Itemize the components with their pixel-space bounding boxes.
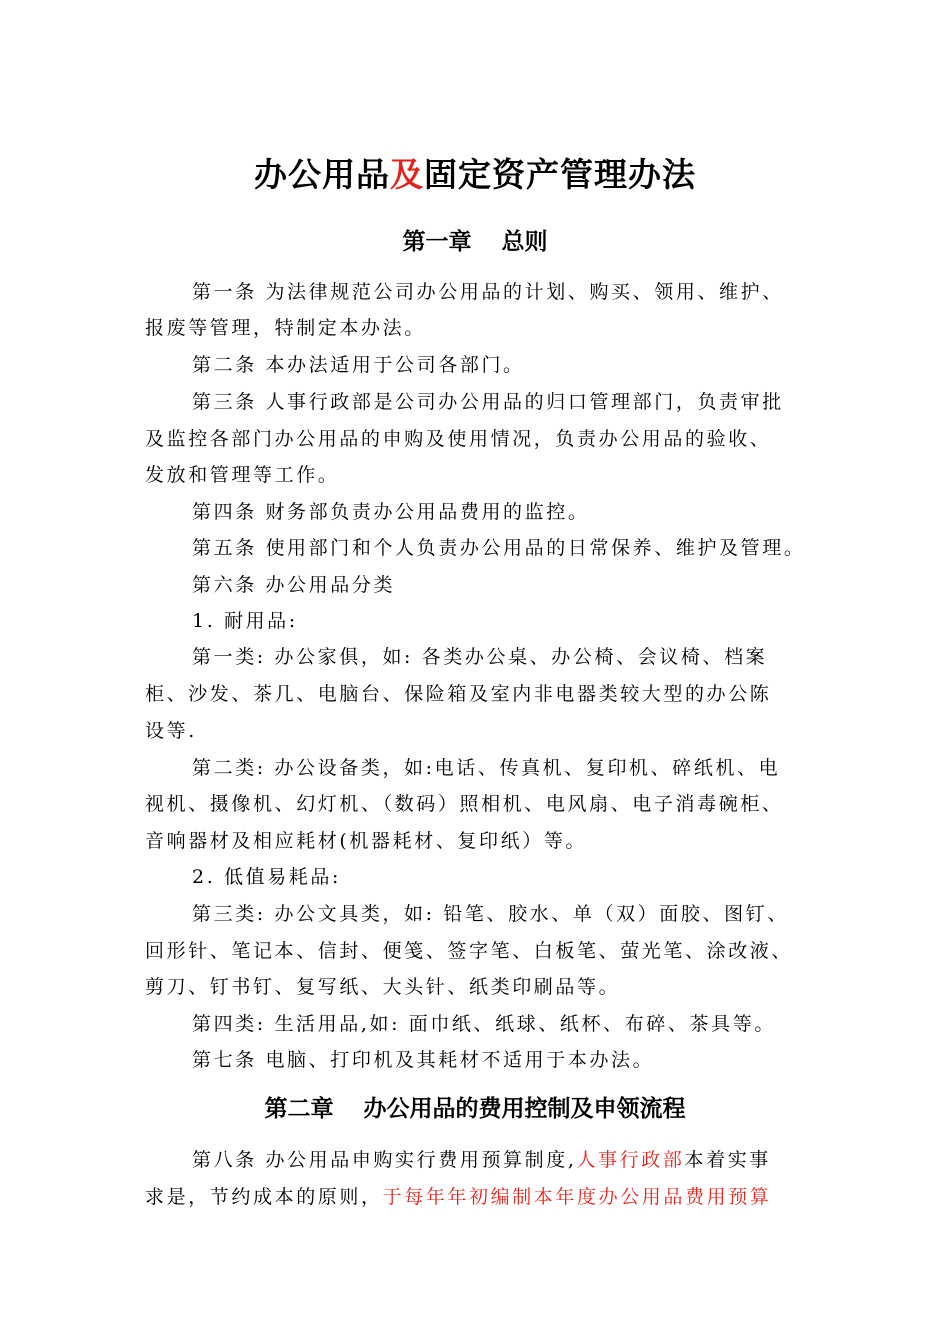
category-1-line-3: 设等. <box>145 720 197 742</box>
article-8-line-2 <box>145 1182 771 1212</box>
article-8-budget-red: 于每年年初编制本年度办公用品费用预算 <box>382 1186 772 1208</box>
category-1-line-2: 柜、沙发、茶几、电脑台、保险箱及室内非电器类较大型的办公陈 <box>145 683 772 705</box>
article-8-line-1 <box>192 1145 771 1175</box>
article-7: 第七条 电脑、打印机及其耗材不适用于本办法。 <box>192 1049 655 1071</box>
article-3-line-2: 及监控各部门办公用品的申购及使用情况，负责办公用品的验收、 <box>145 428 772 450</box>
document-title <box>0 150 950 200</box>
article-8-hr-dept-red: 人事行政部 <box>576 1149 685 1171</box>
article-8-text-a: 第八条 办公用品申购实行费用预算制度, <box>192 1149 577 1171</box>
chapter-2-name: 办公用品的费用控制及申领流程 <box>363 1096 686 1122</box>
category-3-line-1: 第三类: 办公文具类，如: 铅笔、胶水、单（双）面胶、图钉、 <box>192 903 789 925</box>
article-3-line-1: 第三条 人事行政部是公司办公用品的归口管理部门，负责审批 <box>192 391 784 413</box>
category-3-line-2: 回形针、笔记本、信封、便笺、签字笔、白板笔、萤光笔、涂改液、 <box>145 940 794 962</box>
article-4: 第四条 财务部负责办公用品费用的监控。 <box>192 501 590 523</box>
article-6: 第六条 办公用品分类 <box>192 574 396 596</box>
title-part-1: 办公用品 <box>254 155 390 194</box>
article-8-text-d: 求是，节约成本的原则， <box>145 1186 383 1208</box>
category-2-line-2: 视机、摄像机、幻灯机、（数码）照相机、电风扇、电子消毒碗柜、 <box>145 793 784 815</box>
title-part-2-red: 及 <box>390 155 424 194</box>
consumables-heading: 2. 低值易耗品: <box>192 866 341 888</box>
article-1-line-2: 报废等管理，特制定本办法。 <box>145 317 426 339</box>
article-2: 第二条 本办法适用于公司各部门。 <box>192 354 525 376</box>
article-5: 第五条 使用部门和个人负责办公用品的日常保养、维护及管理。 <box>192 537 806 559</box>
category-2-line-1: 第二类: 办公设备类，如:电话、传真机、复印机、碎纸机、电 <box>192 757 781 779</box>
chapter-2-heading <box>0 1092 950 1126</box>
chapter-1-name: 总则 <box>501 229 548 255</box>
chapter-1-label: 第一章 <box>402 229 472 255</box>
category-4: 第四类: 生活用品,如: 面巾纸、纸球、纸杯、布碎、茶具等。 <box>192 1013 776 1035</box>
article-1-line-1: 第一条 为法律规范公司办公用品的计划、购买、领用、维护、 <box>192 281 784 303</box>
article-8-text-c: 本着实事 <box>684 1149 771 1171</box>
chapter-2-label: 第二章 <box>264 1096 334 1122</box>
category-3-line-3: 剪刀、钉书钉、复写纸、大头针、纸类印刷品等。 <box>145 976 621 998</box>
durable-goods-heading: 1. 耐用品: <box>192 610 298 632</box>
title-part-3: 固定资产管理办法 <box>424 155 696 194</box>
category-1-line-1: 第一类: 办公家俱，如: 各类办公桌、办公椅、会议椅、档案 <box>192 646 768 668</box>
chapter-1-heading <box>0 225 950 259</box>
category-2-line-3: 音响器材及相应耗材(机器耗材、复印纸）等。 <box>145 830 588 852</box>
article-3-line-3: 发放和管理等工作。 <box>145 464 340 486</box>
